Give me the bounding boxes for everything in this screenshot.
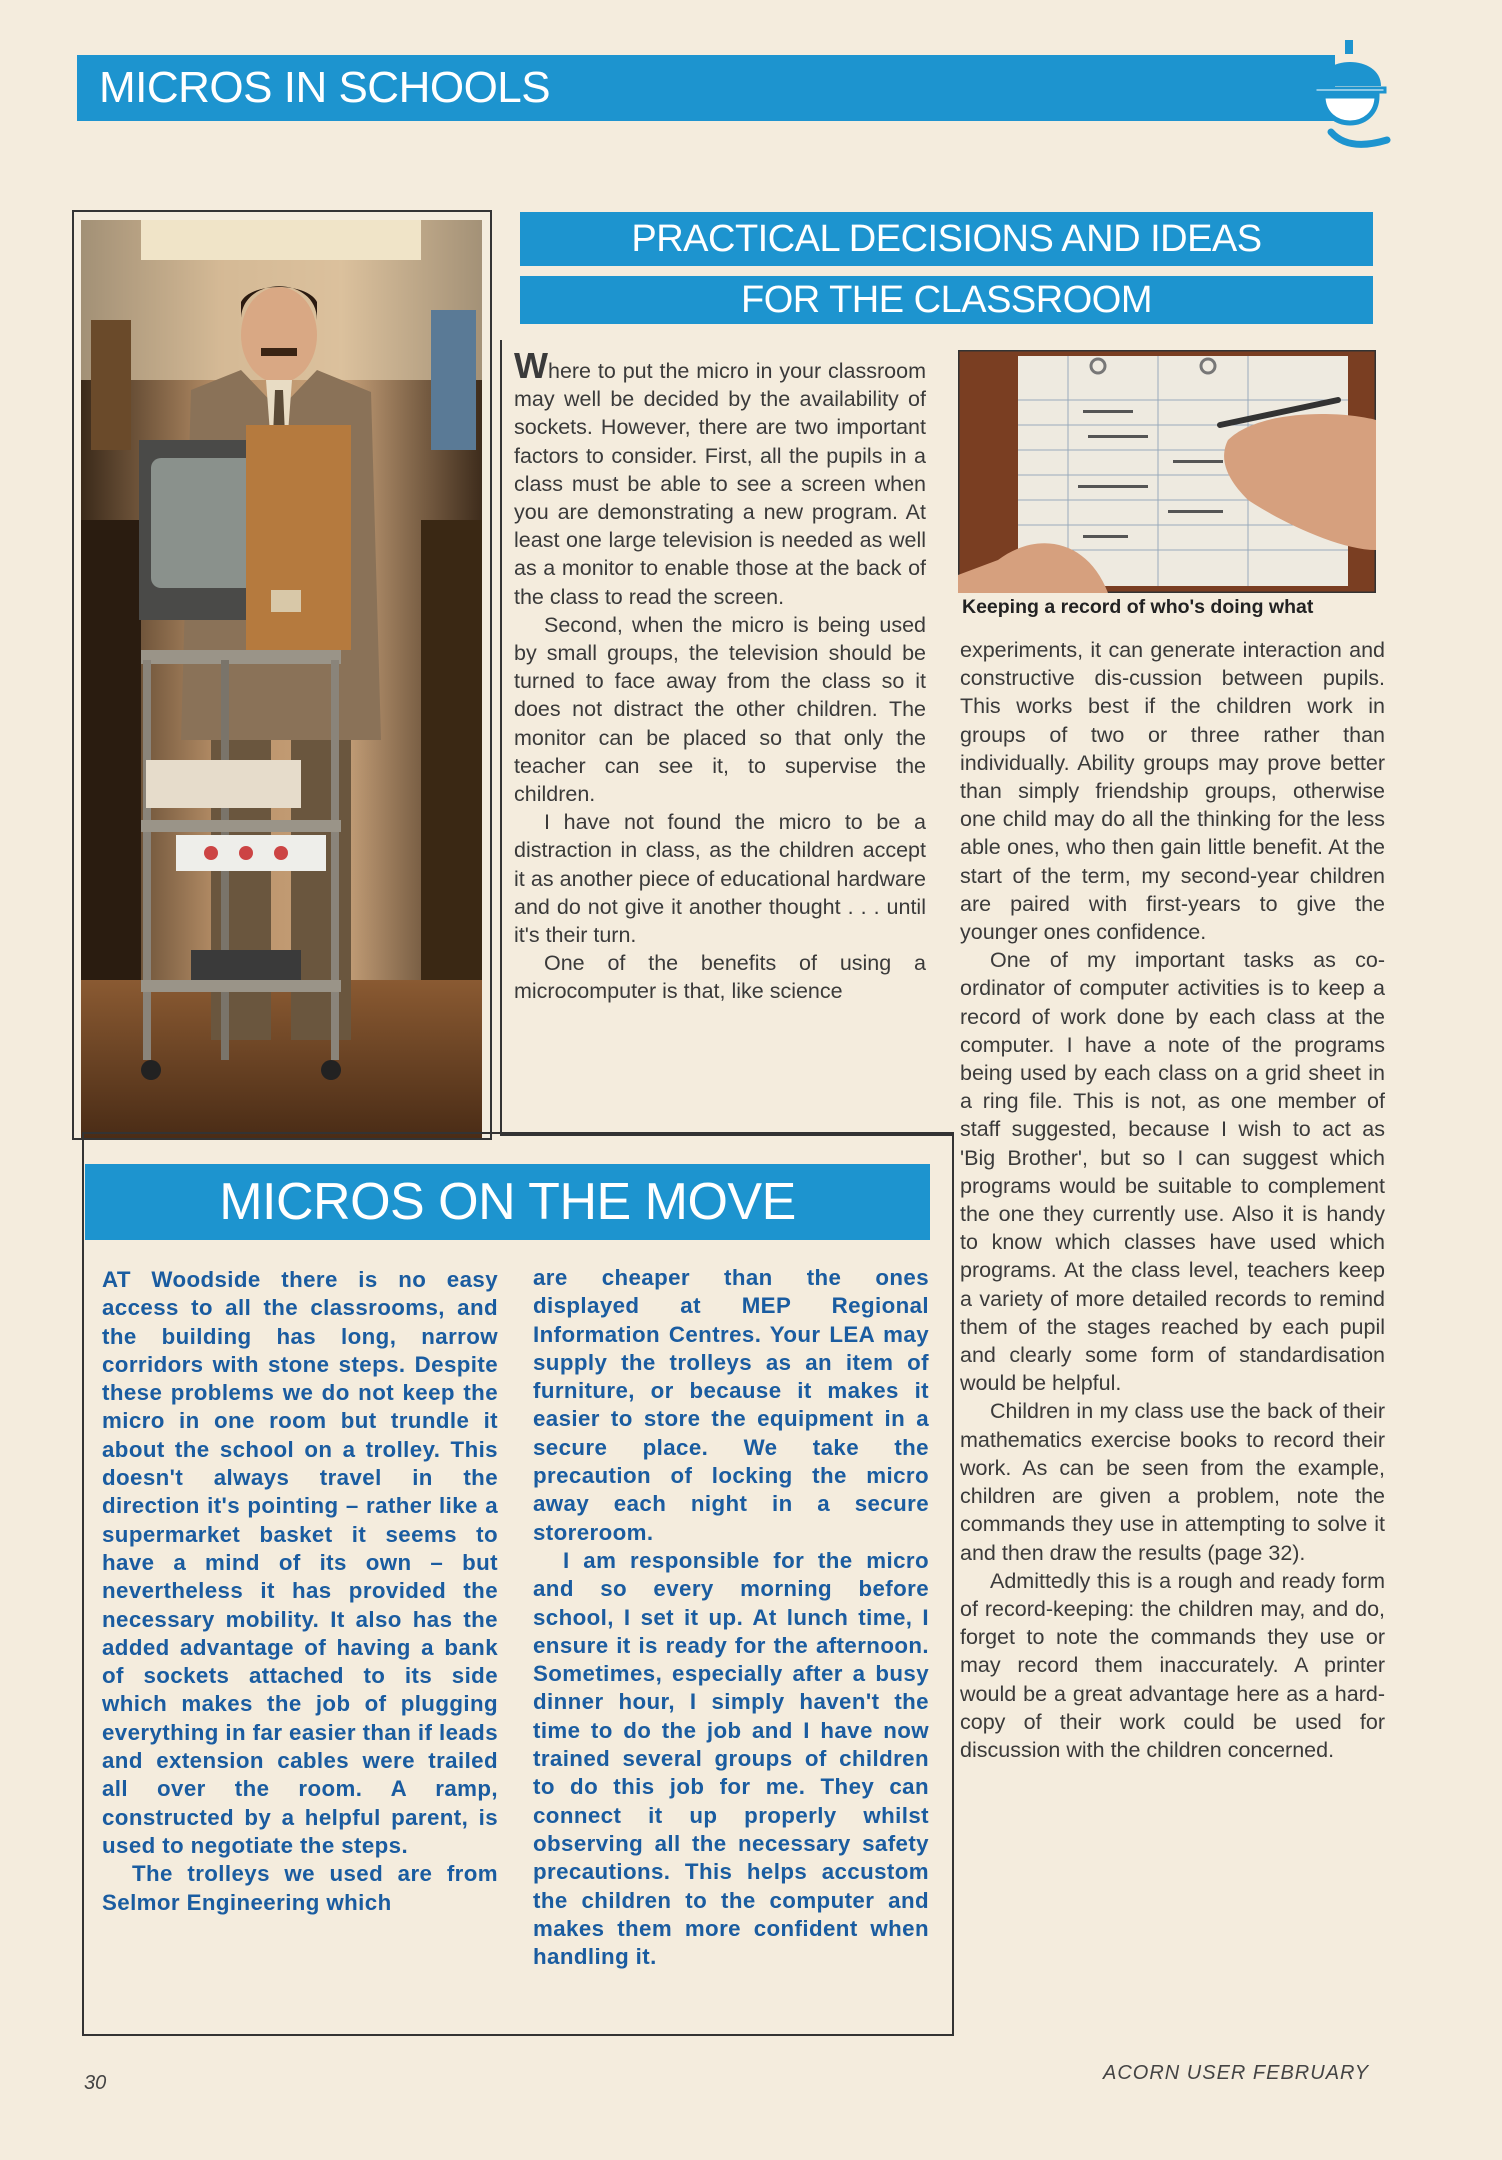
headline-line-1: PRACTICAL DECISIONS AND IDEAS: [520, 212, 1373, 266]
article-paragraph: One of my important tasks as co-ordinator of computer activities is to keep a record of work done by each class at the computer. I have a note of the programs being used by each class on a grid sheet in a ring file. This is not, as one member of staff suggested, because I wish to act as 'Big Brother', but so I can suggest which programs would be suitable to complement the one they currently use. Also it is handy to know which classes have used which programs. At the class level, teachers keep a variety of more detailed records to remind them of the stages reached by each pupil and clearly some form of standardisation would be helpful.: [960, 948, 1385, 1396]
record-keeping-photo: [958, 350, 1376, 593]
sidebar-paragraph: AT Woodside there is no easy access to all the classrooms, and the building has long, narrow corridors with stone steps. Despite these problems we do not keep the micro in one room but trundle it about the school on a trolley. This doesn't always travel in the direction it's pointing – rather like a supermarket basket it seems to have a mind of its own – but nevertheless it has provided the necessary mobility. It also has the added advantage of having a bank of sockets attached to its side which makes the job of plugging everything in far easier than if leads and extension cables were trailed all over the room. A ramp, constructed by a helpful parent, is used to negotiate the steps.: [102, 1267, 498, 1858]
article-paragraph: One of the benefits of using a microcomputer is that, like science: [514, 951, 926, 1004]
article-paragraph: experiments, it can generate interaction and constructive dis-cussion between pupils. This works best if the children work in groups of two or three rather than individually. Ability groups may prove better than simply friendship groups, otherwise one child may do all the thinking for the less able ones, who then gain little benefit. At the start of the term, my second-year children are paired with first-years to give the younger ones confidence.: [960, 638, 1385, 945]
section-banner: [77, 55, 1335, 121]
article-paragraph: Admittedly this is a rough and ready form of record-keeping: the children may, and do, forget to note the commands they use or may record them inaccurately. A printer would be a great advantage here as a hard-copy of their work could be used for discussion with the children concerned.: [960, 1568, 1385, 1762]
page-number: 30: [84, 2072, 107, 2094]
sidebar-paragraph: The trolleys we used are from Selmor Engineering which: [102, 1861, 498, 1915]
headline-line-2: FOR THE CLASSROOM: [520, 276, 1373, 324]
article-paragraph: I have not found the micro to be a distraction in class, as the children accept it as another piece of educational hardware and do not give it another thought . . . until it's their turn.: [514, 810, 926, 948]
sidebar-paragraph: are cheaper than the ones displayed at MEP Regional Information Centres. Your LEA may supply the trolleys as an item of furniture, or because it makes it easier to store the equipment in a secure place. We take the precaution of locking the micro away each night in a secure storeroom.: [533, 1265, 929, 1545]
article-paragraph: Second, when the micro is being used by small groups, the television should be turned to face away from the class so it does not distract the other children. The monitor can be placed so that only the teacher can see it, to supervise the children.: [514, 612, 926, 807]
teacher-trolley-photo: [81, 220, 482, 1138]
sidebar-column-1: [102, 1266, 498, 1917]
article-paragraph: Children in my class use the back of their mathematics exercise books to record their work. As can be seen from the example, children are given a problem, note the commands they use in attempting to solve it and then draw the results (page 32).: [960, 1399, 1385, 1565]
article-column-1: [514, 345, 926, 1006]
photo-caption: Keeping a record of who's doing what: [962, 596, 1314, 618]
footer-credit: ACORN USER FEBRUARY: [1103, 2062, 1370, 2084]
sidebar-title: MICROS ON THE MOVE: [85, 1164, 930, 1240]
acorn-logo-icon: [1305, 36, 1395, 154]
article-paragraph: Where to put the micro in your classroom may well be decided by the availability of sockets. However, there are two important factors to consider. First, all the pupils in a class must be able to see a screen when you are demonstrating a new program. At least one large television is needed as well as a monitor to enable those at the back of the class to read the screen.: [514, 345, 926, 609]
sidebar-paragraph: I am responsible for the micro and so every morning before school, I set it up. At lunch time, I ensure it is ready for the afternoon. Sometimes, especially after a busy dinner hour, I simply haven't the time to do the job and I have now trained several groups of children to do this job for me. They can connect it up properly whilst observing all the necessary safety precautions. This helps accustom the children to the computer and makes them more confident when handling it.: [533, 1547, 929, 1970]
sidebar-column-2: [533, 1264, 929, 1971]
divider-rule: [500, 340, 502, 1136]
drop-cap: W: [514, 345, 548, 386]
article-column-2: [960, 636, 1385, 1764]
section-title: MICROS IN SCHOOLS: [99, 63, 551, 112]
